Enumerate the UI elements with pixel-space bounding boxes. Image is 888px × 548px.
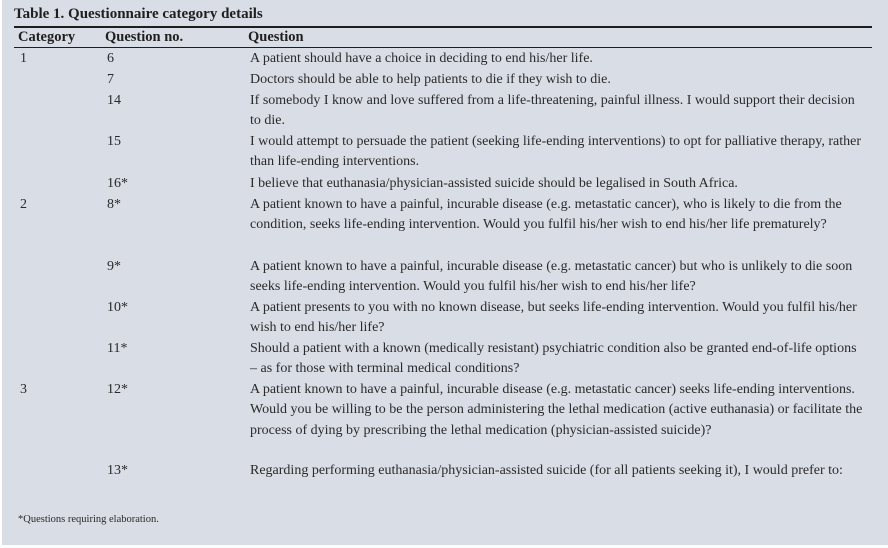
cell-question-no: 11*	[107, 341, 128, 356]
cell-question: A patient known to have a painful, incurable disease (e.g. metastatic cancer) but who is unlikely to die soon seeks life-ending intervention. Would you fulfil his/her wish to end his/her life?	[250, 259, 853, 295]
cell-category: 3	[20, 382, 27, 397]
cell-category: 2	[20, 197, 27, 212]
cell-question-no: 13*	[107, 463, 128, 478]
cell-question-no: 15	[107, 134, 121, 149]
cell-question: I believe that euthanasia/physician-assisted suicide should be legalised in South Africa.	[250, 176, 738, 191]
cell-question: A patient should have a choice in deciding to end his/her life.	[250, 51, 593, 66]
header-rule	[14, 47, 872, 48]
header-category: Category	[18, 29, 76, 45]
cell-question-no: 7	[107, 72, 114, 87]
cell-question: A patient presents to you with no known disease, but seeks life-ending intervention. Would you fulfil his/her wish to end his/her life?	[250, 300, 857, 336]
title-rule	[14, 26, 872, 28]
cell-question: Doctors should be able to help patients to die if they wish to die.	[250, 72, 611, 87]
cell-question-no: 9*	[107, 259, 121, 274]
cell-question: A patient known to have a painful, incurable disease (e.g. metastatic cancer), who is likely to die from the condition, seeks life-ending intervention. Would you fulfil his/her wish to end his/her life prematurely?	[250, 197, 842, 233]
cell-question-no: 12*	[107, 382, 128, 397]
cell-question: If somebody I know and love suffered from a life-threatening, painful illness. I would support their decision to die.	[250, 93, 855, 129]
table-title: Table 1. Questionnaire category details	[14, 6, 263, 22]
cell-question: Regarding performing euthanasia/physician-assisted suicide (for all patients seeking it), I would prefer to:	[250, 463, 843, 478]
header-question: Question	[248, 29, 304, 45]
cell-question-no: 16*	[107, 176, 128, 191]
cell-category: 1	[20, 51, 27, 66]
cell-question-no: 8*	[107, 197, 121, 212]
cell-question-no: 6	[107, 51, 114, 66]
table-footnote: *Questions requiring elaboration.	[18, 514, 159, 525]
cell-question-no: 10*	[107, 300, 128, 315]
cell-question: A patient known to have a painful, incurable disease (e.g. metastatic cancer) seeks life-ending interventions. Would you be willing to be the person administering the lethal medication (active euthanasia) or facilitate the process of dying by prescribing the lethal medication (physician-assisted suicide)?	[250, 382, 863, 438]
header-question-no: Question no.	[105, 29, 184, 45]
table-panel	[2, 0, 888, 545]
cell-question-no: 14	[107, 93, 121, 108]
cell-question: I would attempt to persuade the patient (seeking life-ending interventions) to opt for palliative therapy, rather than life-ending interventions.	[250, 134, 862, 170]
cell-question: Should a patient with a known (medically resistant) psychiatric condition also be granted end-of-life options – as for those with terminal medical conditions?	[250, 341, 857, 377]
